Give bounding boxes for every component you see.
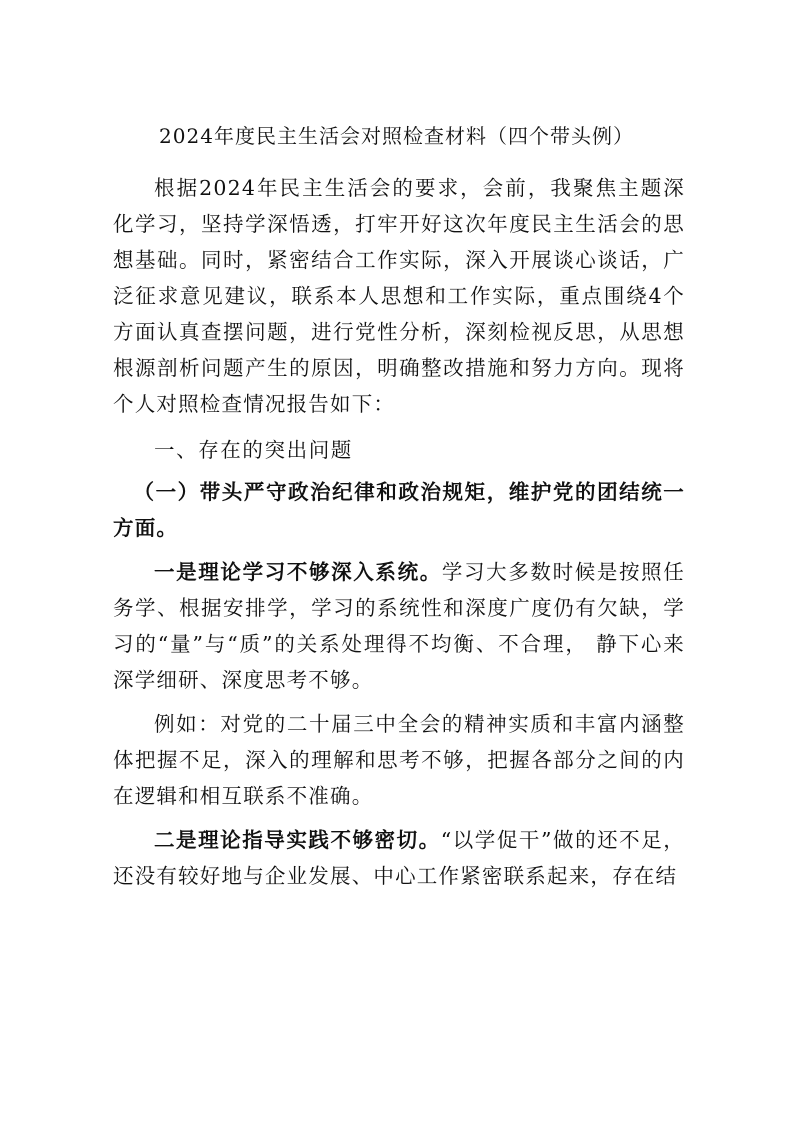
- section-heading: 一、存在的突出问题: [154, 438, 353, 462]
- document-title: 2024年度民主生活会对照检查材料（四个带头例）: [159, 124, 634, 148]
- point-one-paragraph: [113, 554, 685, 698]
- intro-paragraph: 根据2024年民主生活会的要求，会前，我聚焦主题深化学习，坚持学深悟透，打牢开好这次年度民主生活会的思想基础。同时，紧密结合工作实际，深入开展谈心谈话，广泛征求意见建议，联系本人思想和工作实际，重点围绕4个方面认真查摆问题，进行党性分析，深刻检视反思，从思想根源剖析问题产生的原因，明确整改措施和努力方向。现将个人对照检查情况报告如下：: [113, 176, 685, 416]
- point-one-text: 学习大多数时候是按照任务学、根据安排学，学习的系统性和深度广度仍有欠缺，学习的“量”与“质”的关系处理得不均衡、不合理， 静下心来深学细研、深度思考不够。: [113, 560, 685, 692]
- point-two-text: “以学促干”做的还不足，还没有较好地与企业发展、中心工作紧密联系起来，存在结: [113, 828, 685, 888]
- document-body: [113, 170, 685, 894]
- example-paragraph: 例如：对党的二十届三中全会的精神实质和丰富内涵整体把握不足，深入的理解和思考不够，把握各部分之间的内在逻辑和相互联系不准确。: [113, 712, 685, 808]
- point-two-paragraph: [113, 822, 685, 894]
- subsection-heading: （一）带头严守政治纪律和政治规矩，维护党的团结统一方面。: [113, 480, 685, 540]
- point-one-lead: 一是理论学习不够深入系统。: [154, 560, 442, 584]
- point-two-lead: 二是理论指导实践不够密切。: [154, 828, 441, 852]
